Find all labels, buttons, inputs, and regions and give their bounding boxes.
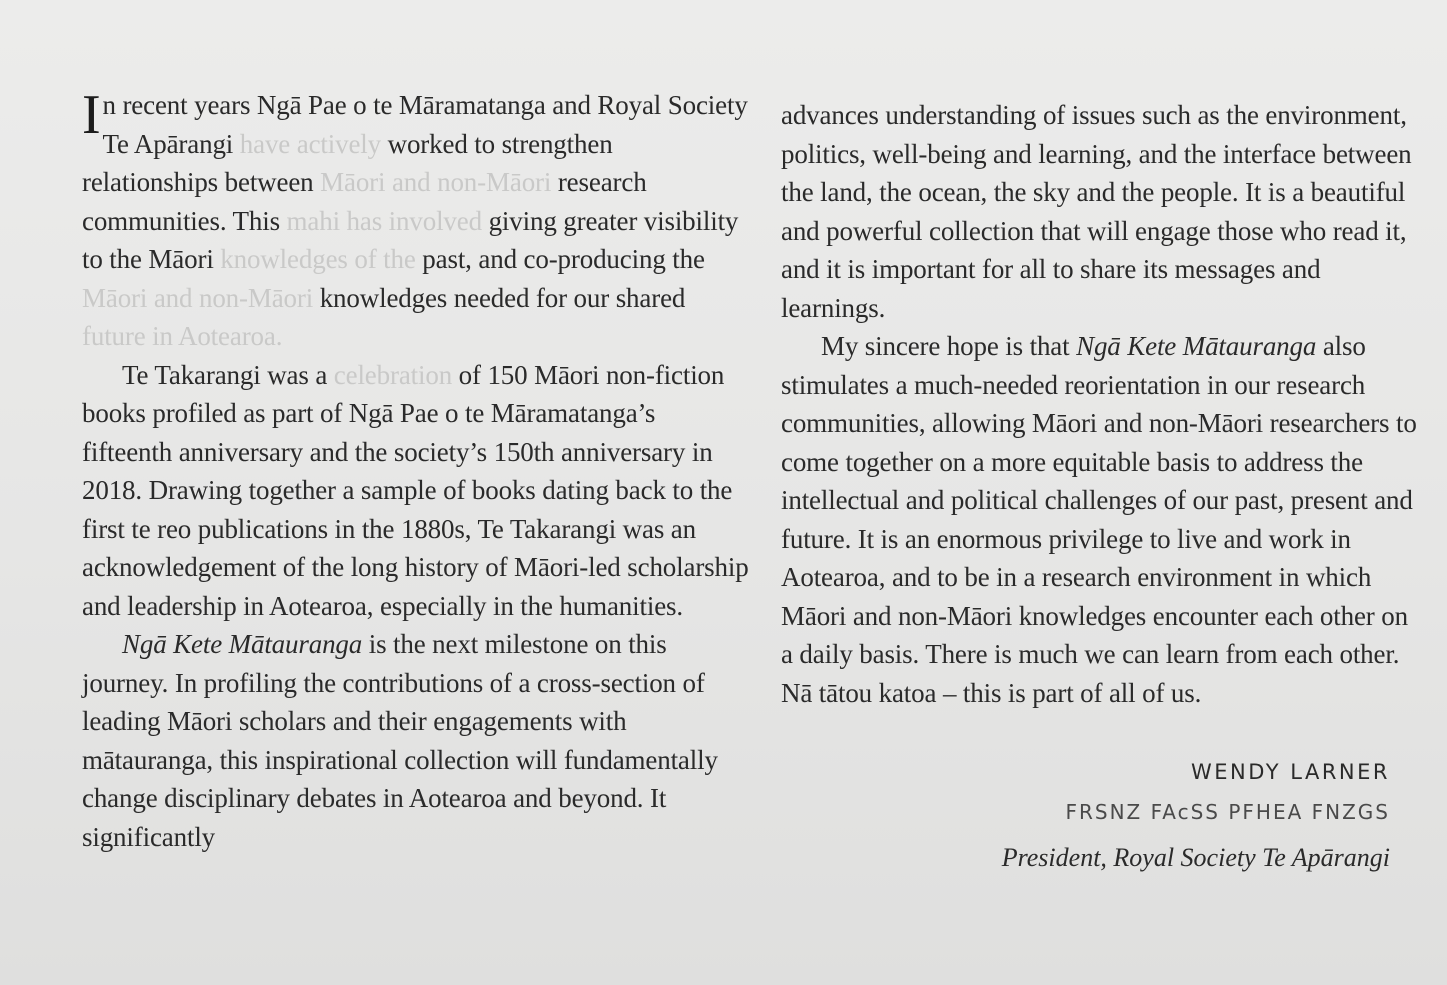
text-segment: also stimulates a much-needed reorientation in our research communities, allowing Māori and non-Māori researchers to come together on a more equitable basis to address the intellectual and political challenges of our past, present and future. It is an enormous privilege to live and work in Aotearoa, and to be in a research environment in which Māori and non-Māori knowledges encounter each other on a daily basis. There is much we can learn from each other. Nā tātou katoa – this is part of all of us.: [781, 331, 1417, 708]
text-segment: of 150 Māori non-fiction books profiled as part of Ngā Pae o te Māramatanga’s fifteenth anniversary and the society’s 150th anniversary in 2018. Drawing together a sample of books dating back to the first te reo publications in the 1880s, Te Takarangi was an acknowledgement of the long history of Māori-led scholarship and leadership in Aotearoa, especially in the humanities.: [82, 359, 749, 621]
text-segment: worked to strengthen relationships between: [82, 128, 613, 197]
closing-paragraph: [781, 327, 1421, 712]
foil-text: Māori and non-Māori: [320, 167, 552, 197]
signatory-qualifications: FRSNZ FAcSS PFHEA FNZGS: [1065, 800, 1390, 824]
text-segment: My sincere hope is that: [821, 331, 1077, 361]
nga-kete-paragraph: [82, 625, 750, 856]
text-segment: knowledges needed for our shared: [313, 282, 686, 313]
foil-text: Māori and non-Māori: [82, 282, 314, 313]
foil-text: knowledges of the: [220, 244, 416, 274]
left-column: [82, 86, 750, 856]
text-segment: giving greater visibility to the Māori: [82, 205, 739, 274]
signatory-name: WENDY LARNER: [1191, 760, 1390, 784]
text-segment: past, and co-producing the: [415, 244, 705, 274]
continuation-paragraph: advances understanding of issues such as the environment, politics, well-being and learning, and the interface between the land, the ocean, the sky and the people. It is a beautiful and powerful collection that will engage those who read it, and it is important for all to share its messages and learnings.: [781, 100, 1412, 323]
intro-paragraph: [82, 86, 750, 356]
foil-text: mahi has involved: [286, 205, 482, 236]
text-segment: is the next milestone on this journey. In profiling the contributions of a cross-section of leading Māori scholars and their engagements with mātauranga, this inspirational collection will fundamentally change disciplinary debates in Aotearoa and beyond. It significantly: [82, 629, 718, 852]
drop-cap: I: [82, 84, 101, 146]
foil-text: have actively: [239, 128, 381, 159]
signatory-title: President, Royal Society Te Apārangi: [1001, 843, 1390, 872]
text-segment: n recent years Ngā Pae o te Māramatanga and Royal Society Te Apārangi: [102, 90, 748, 159]
text-segment: research communities. This: [82, 167, 647, 236]
book-title: Ngā Kete Mātauranga: [122, 629, 363, 659]
right-column: [781, 96, 1421, 712]
foil-text: future in Aotearoa.: [82, 321, 283, 351]
text-segment: Te Takarangi was a: [122, 359, 334, 390]
foil-text: celebration: [333, 359, 453, 390]
book-title: Ngā Kete Mātauranga: [1076, 331, 1317, 361]
te-takarangi-paragraph: [82, 356, 750, 626]
